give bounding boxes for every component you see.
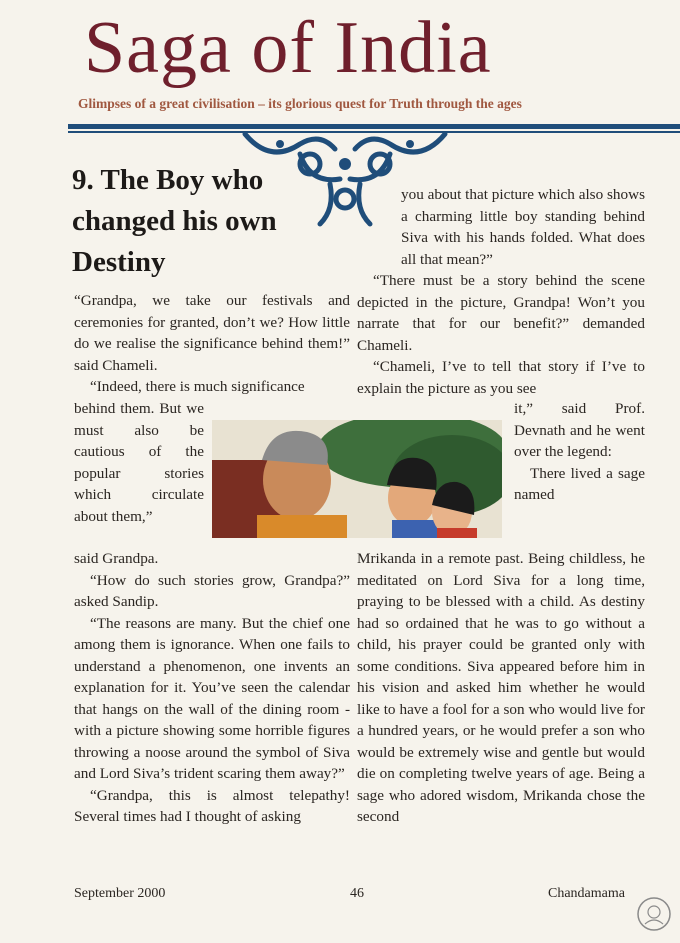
- story-title: 9. The Boy who changed his own Destiny: [72, 164, 277, 278]
- paragraph: “The reasons are many. But the chief one among them is ignorance. When one fails to understand a phenomenon, one invents an explanation for it. You’ve seen the calendar that hangs on the wall of the dining room - with a picture showing some horrible figures throwing a noose around the symbol of Siva and Lord Siva’s trident scaring them away?”: [74, 614, 350, 782]
- page-number: 46: [350, 886, 364, 901]
- paragraph: “Indeed, there is much significance: [90, 378, 305, 395]
- paragraph: behind them. But we must also be cautious of the popular stories which circulate about them,”: [74, 400, 204, 525]
- footer-date: September 2000: [74, 886, 166, 901]
- paragraph: “Grandpa, this is almost telepathy! Several times had I thought of asking: [74, 786, 350, 825]
- paragraph: “Chameli, I’ve to tell that story if I’ve to explain the picture as you see: [357, 358, 645, 397]
- paragraph: said Grandpa.: [74, 550, 159, 567]
- paragraph: “How do such stories grow, Grandpa?” asked Sandip.: [74, 571, 350, 610]
- paragraph: “Grandpa, we take our festivals and ceremonies for granted, don’t we? How little do we realise the significance behind them!” said Chameli.: [74, 292, 350, 374]
- text-column-right-top: [357, 184, 645, 399]
- masthead: Saga of India: [84, 7, 492, 89]
- paragraph: you about that picture which also shows a charming little boy standing behind Siva with his hands folded. What does all that mean?”: [401, 186, 645, 268]
- tagline: Glimpses of a great civilisation – its glorious quest for Truth through the ages: [78, 96, 522, 111]
- stamp-icon: [636, 896, 672, 932]
- paragraph: “There must be a story behind the scene depicted in the picture, Grandpa! Won’t you narrate that for our benefit?” demanded Chameli.: [357, 272, 645, 354]
- text-column-left-top: [74, 290, 350, 398]
- paragraph: it,” said Prof. Devnath and he went over the legend:: [514, 400, 645, 460]
- text-column-left-bottom: [74, 548, 350, 828]
- text-column-right-bottom: [357, 548, 645, 828]
- paragraph: Mrikanda in a remote past. Being childless, he meditated on Lord Siva for a long time, praying to be blessed with a child. As destiny had so ordained that he was to go without a child, his prayer could be granted only with some conditions. Siva appeared before him in his vision and asked him whether he would like to have a fool for a son who would live for a hundred years, or he would prefer a son who would be extremely wise and gentle but would die on completing twelve years of age. Being a sage who adored wisdom, Mrikanda chose the second: [357, 550, 645, 825]
- illustration-grandpa-children: [212, 420, 502, 538]
- footer-magazine: Chandamama: [548, 886, 625, 901]
- text-column-right-float: [514, 398, 645, 506]
- paragraph: There lived a sage named: [514, 464, 645, 503]
